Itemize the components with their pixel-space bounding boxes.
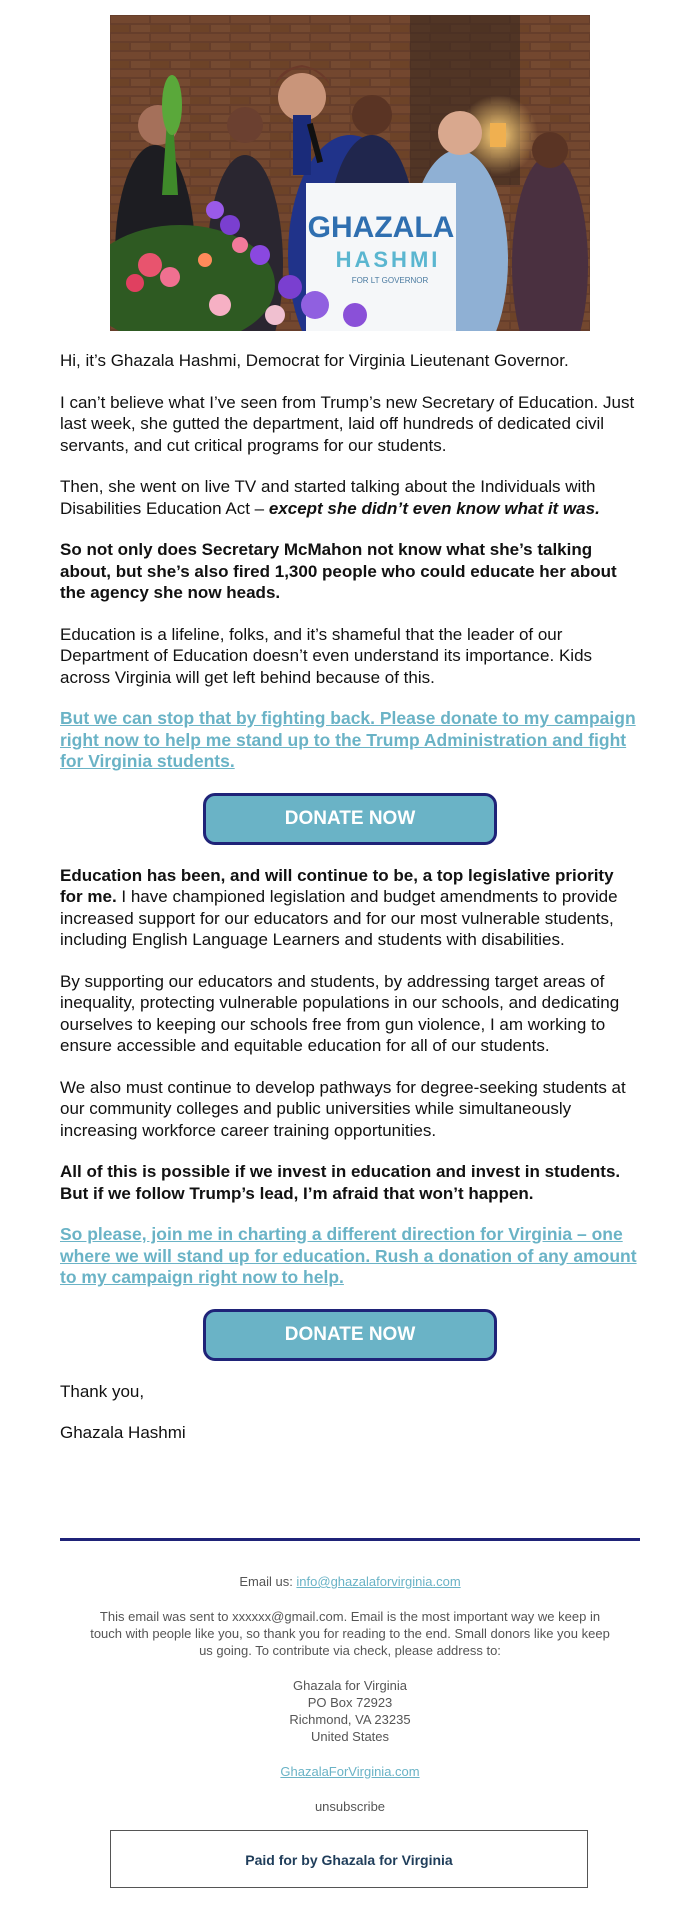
paragraph-live-tv-text: Then, she went on live TV and started talking about the Individuals with Disabilities Education Act – (60, 477, 596, 518)
paid-for-disclaimer: Paid for by Ghazala for Virginia (110, 1830, 588, 1888)
sign-name-line1: GHAZALA (307, 211, 455, 244)
footer (60, 1573, 640, 1833)
greeting: Hi, it’s Ghazala Hashmi, Democrat for Virginia Lieutenant Governor. (60, 351, 569, 370)
footer-email-row (60, 1573, 640, 1590)
paragraph-priority (60, 865, 640, 951)
donate-button-wrap-1 (60, 793, 640, 845)
paragraph-pathways: We also must continue to develop pathways for degree-seeking students at our community colleges and public universities while simultaneously increasing workforce career training opportunities. (60, 1077, 626, 1140)
paragraph-live-tv (60, 476, 640, 519)
paragraph-priority-rest: I have championed legislation and budget amendments to provide increased support for our educators and for our most vulnerable students, including English Language Learners and students with disabilities. (60, 887, 618, 949)
hero-photo (110, 15, 590, 331)
address-line: Ghazala for Virginia (293, 1678, 407, 1693)
sign-name-line2: HASHMI (335, 247, 441, 272)
address-line: PO Box 72923 (307, 1695, 393, 1710)
sign-off: Thank you, (60, 1381, 145, 1401)
donate-link-paragraph-2 (60, 1224, 640, 1289)
donate-link-1[interactable]: But we can stop that by fighting back. Please donate to my campaign right now to help me stand up to the Trump Administration and fight for Virginia students. (60, 708, 636, 771)
sign-name-line3: FOR LT GOVERNOR (351, 276, 429, 285)
footer-divider (60, 1538, 640, 1541)
paragraph-live-tv-emphasis: except she didn’t even know what it was. (268, 498, 600, 518)
donate-now-button-1[interactable]: DONATE NOW (203, 793, 497, 845)
paragraph-supporting: By supporting our educators and students, by addressing target areas of inequality, protecting vulnerable populations in our schools, and dedicating ourselves to keeping our schools free from gun violence, I am working to ensure accessible and equitable education for all of our students. (60, 971, 620, 1055)
footer-email-label: Email us: (239, 1574, 297, 1589)
paragraph-lifeline: Education is a lifeline, folks, and it’s shameful that the leader of our Department of Education doesn’t even understand its importance. Kids across Virginia will get left behind because of this. (60, 624, 593, 687)
donate-now-button-2[interactable]: DONATE NOW (203, 1309, 497, 1361)
address-line: United States (310, 1729, 390, 1744)
email-body (60, 350, 640, 1464)
footer-email-link[interactable]: info@ghazalaforvirginia.com (296, 1574, 461, 1589)
paragraph-secretary: I can’t believe what I’ve seen from Trump’s new Secretary of Education. Just last week, she gutted the department, laid off hundreds of dedicated civil servants, and cut critical programs for our students. (60, 392, 635, 455)
donate-link-paragraph-1 (60, 708, 640, 773)
address-line: Richmond, VA 23235 (289, 1712, 411, 1727)
signature: Ghazala Hashmi (60, 1423, 186, 1442)
donate-link-2[interactable]: So please, join me in charting a different direction for Virginia – one where we will stand up for education. Rush a donation of any amount to my campaign right now to help. (60, 1224, 637, 1287)
paragraph-invest: All of this is possible if we invest in education and invest in students. But if we follow Trump’s lead, I’m afraid that won’t happen. (60, 1162, 621, 1203)
paragraph-mcmahon: So not only does Secretary McMahon not know what she’s talking about, but she’s also fired 1,300 people who could educate her about the agency she now heads. (60, 540, 617, 602)
donate-button-wrap-2 (60, 1309, 640, 1361)
footer-disclaimer: This email was sent to xxxxxx@gmail.com. Email is the most important way we keep in touch with people like you, so thank you for reading to the end. Small donors like you keep us going. To contribute via check, please address to: (90, 1609, 610, 1658)
rally-photo-illustration (110, 15, 590, 331)
unsubscribe-link[interactable]: unsubscribe (314, 1799, 386, 1814)
paragraph-priority-bold: Education has been, and will continue to be, a top legislative priority for me. (60, 865, 614, 906)
footer-website-link[interactable]: GhazalaForVirginia.com (280, 1764, 420, 1779)
footer-website-row (60, 1763, 640, 1780)
footer-address (60, 1677, 640, 1745)
footer-unsubscribe-row (60, 1798, 640, 1815)
